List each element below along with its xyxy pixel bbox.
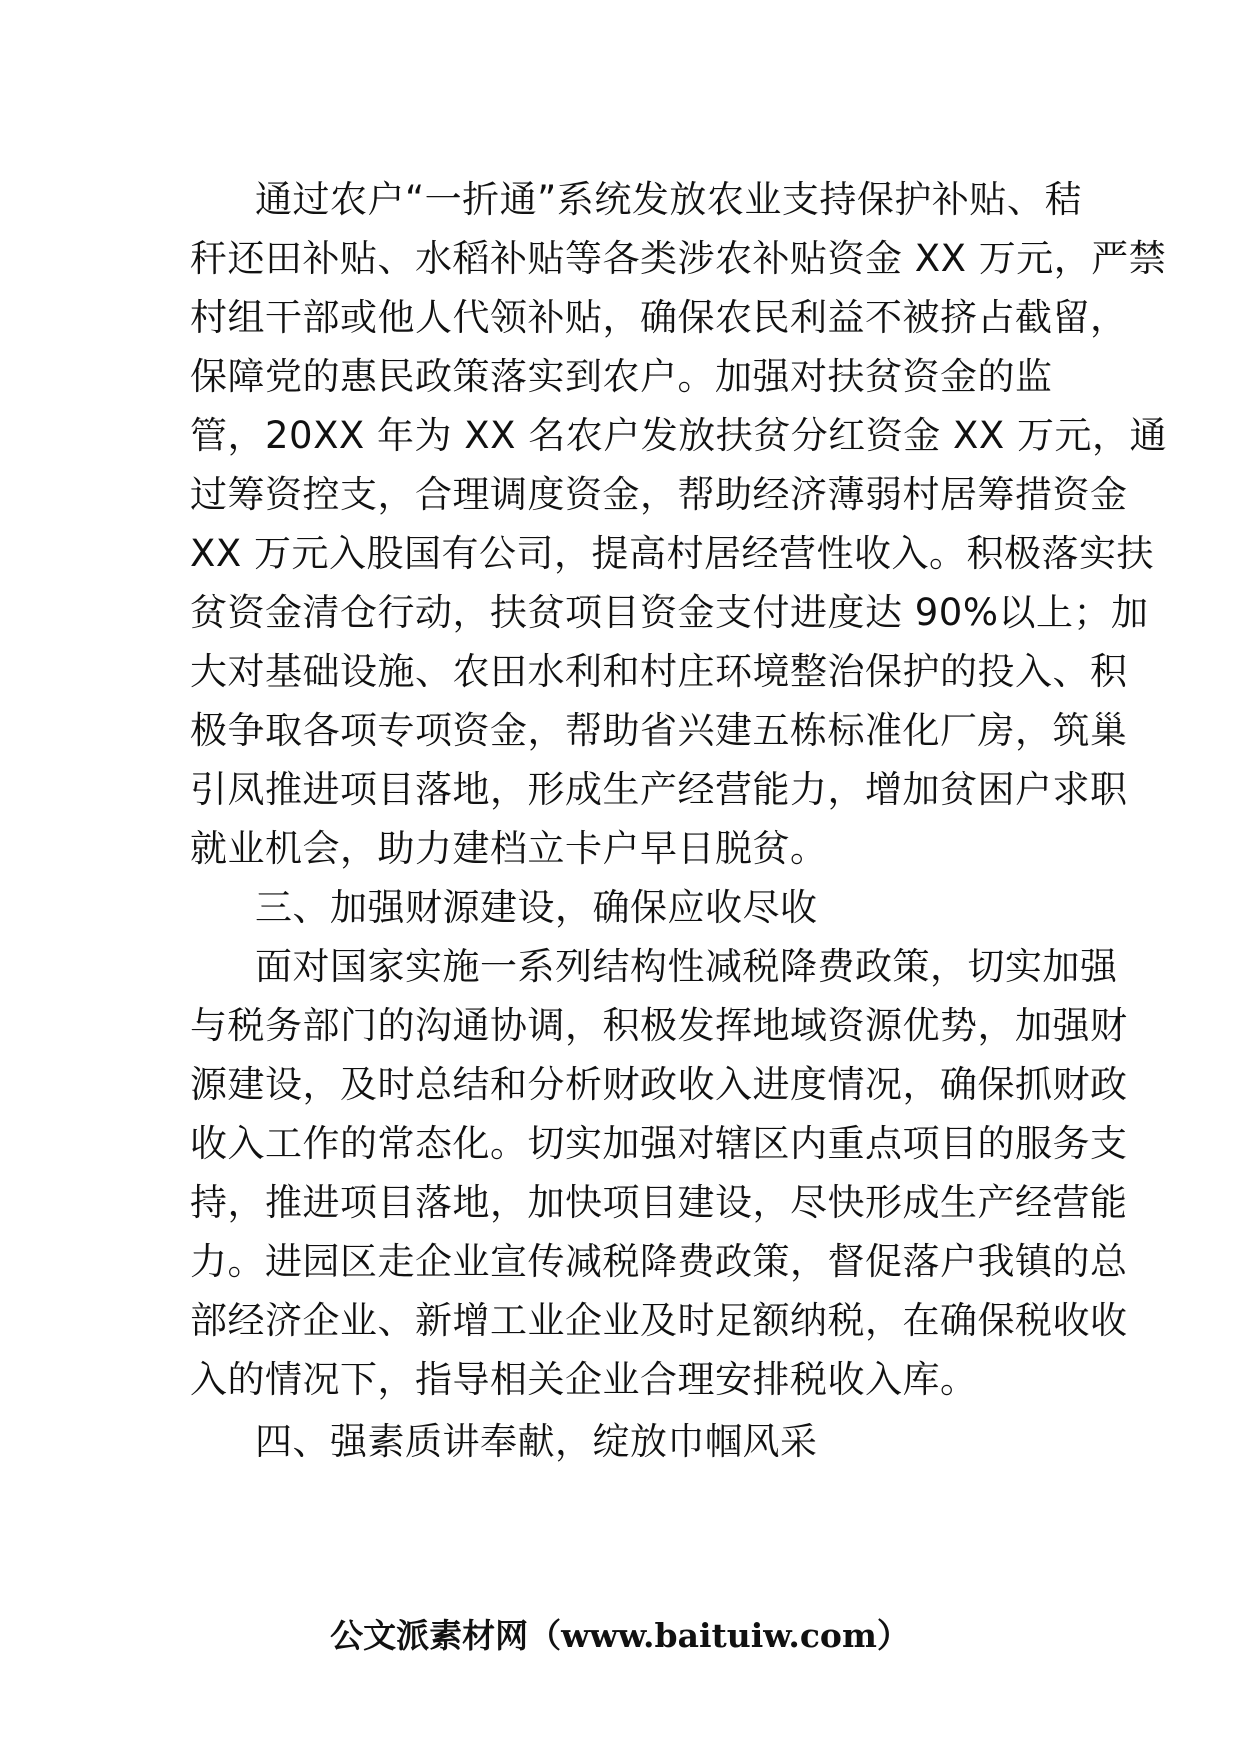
paragraph-line: 部经济企业、新增工业企业及时足额纳税，在确保税收收 bbox=[190, 1299, 1128, 1342]
section-heading: 三、加强财源建设，确保应收尽收 bbox=[255, 886, 818, 929]
paragraph-line: 保障党的惠民政策落实到农户。加强对扶贫资金的监 bbox=[190, 355, 1053, 398]
paragraph-line: 源建设，及时总结和分析财政收入进度情况，确保抓财政 bbox=[190, 1063, 1128, 1106]
paragraph-line: 与税务部门的沟通协调，积极发挥地域资源优势，加强财 bbox=[190, 1004, 1128, 1047]
paragraph-line: 就业机会，助力建档立卡户早日脱贫。 bbox=[190, 827, 828, 870]
section-heading: 四、强素质讲奉献，绽放巾帼风采 bbox=[255, 1420, 818, 1463]
paragraph-line: 引凤推进项目落地，形成生产经营能力，增加贫困户求职 bbox=[190, 768, 1128, 811]
paragraph-line: 持，推进项目落地，加快项目建设，尽快形成生产经营能 bbox=[190, 1181, 1128, 1224]
paragraph-line: 贫资金清仓行动，扶贫项目资金支付进度达 90%以上；加 bbox=[190, 591, 1149, 634]
paragraph-line: 秆还田补贴、水稻补贴等各类涉农补贴资金 XX 万元，严禁 bbox=[190, 237, 1167, 280]
paragraph-line: XX 万元入股国有公司，提高村居经营性收入。积极落实扶 bbox=[190, 532, 1154, 575]
paragraph-line: 面对国家实施一系列结构性减税降费政策，切实加强 bbox=[255, 945, 1118, 988]
paragraph-line: 过筹资控支，合理调度资金，帮助经济薄弱村居筹措资金 bbox=[190, 473, 1128, 516]
paragraph-line: 力。进园区走企业宣传减税降费政策，督促落户我镇的总 bbox=[190, 1240, 1128, 1283]
footer-watermark: 公文派素材网（www.baituiw.com） bbox=[330, 1616, 910, 1655]
paragraph-line: 通过农户“一折通”系统发放农业支持保护补贴、秸 bbox=[255, 178, 1082, 221]
paragraph-line: 村组干部或他人代领补贴，确保农民利益不被挤占截留， bbox=[190, 296, 1128, 339]
paragraph-line: 管，20XX 年为 XX 名农户发放扶贫分红资金 XX 万元，通 bbox=[190, 414, 1167, 457]
paragraph-line: 收入工作的常态化。切实加强对辖区内重点项目的服务支 bbox=[190, 1122, 1128, 1165]
paragraph-line: 入的情况下，指导相关企业合理安排税收入库。 bbox=[190, 1358, 978, 1401]
paragraph-line: 大对基础设施、农田水利和村庄环境整治保护的投入、积 bbox=[190, 650, 1128, 693]
paragraph-line: 极争取各项专项资金，帮助省兴建五栋标准化厂房，筑巢 bbox=[190, 709, 1128, 752]
